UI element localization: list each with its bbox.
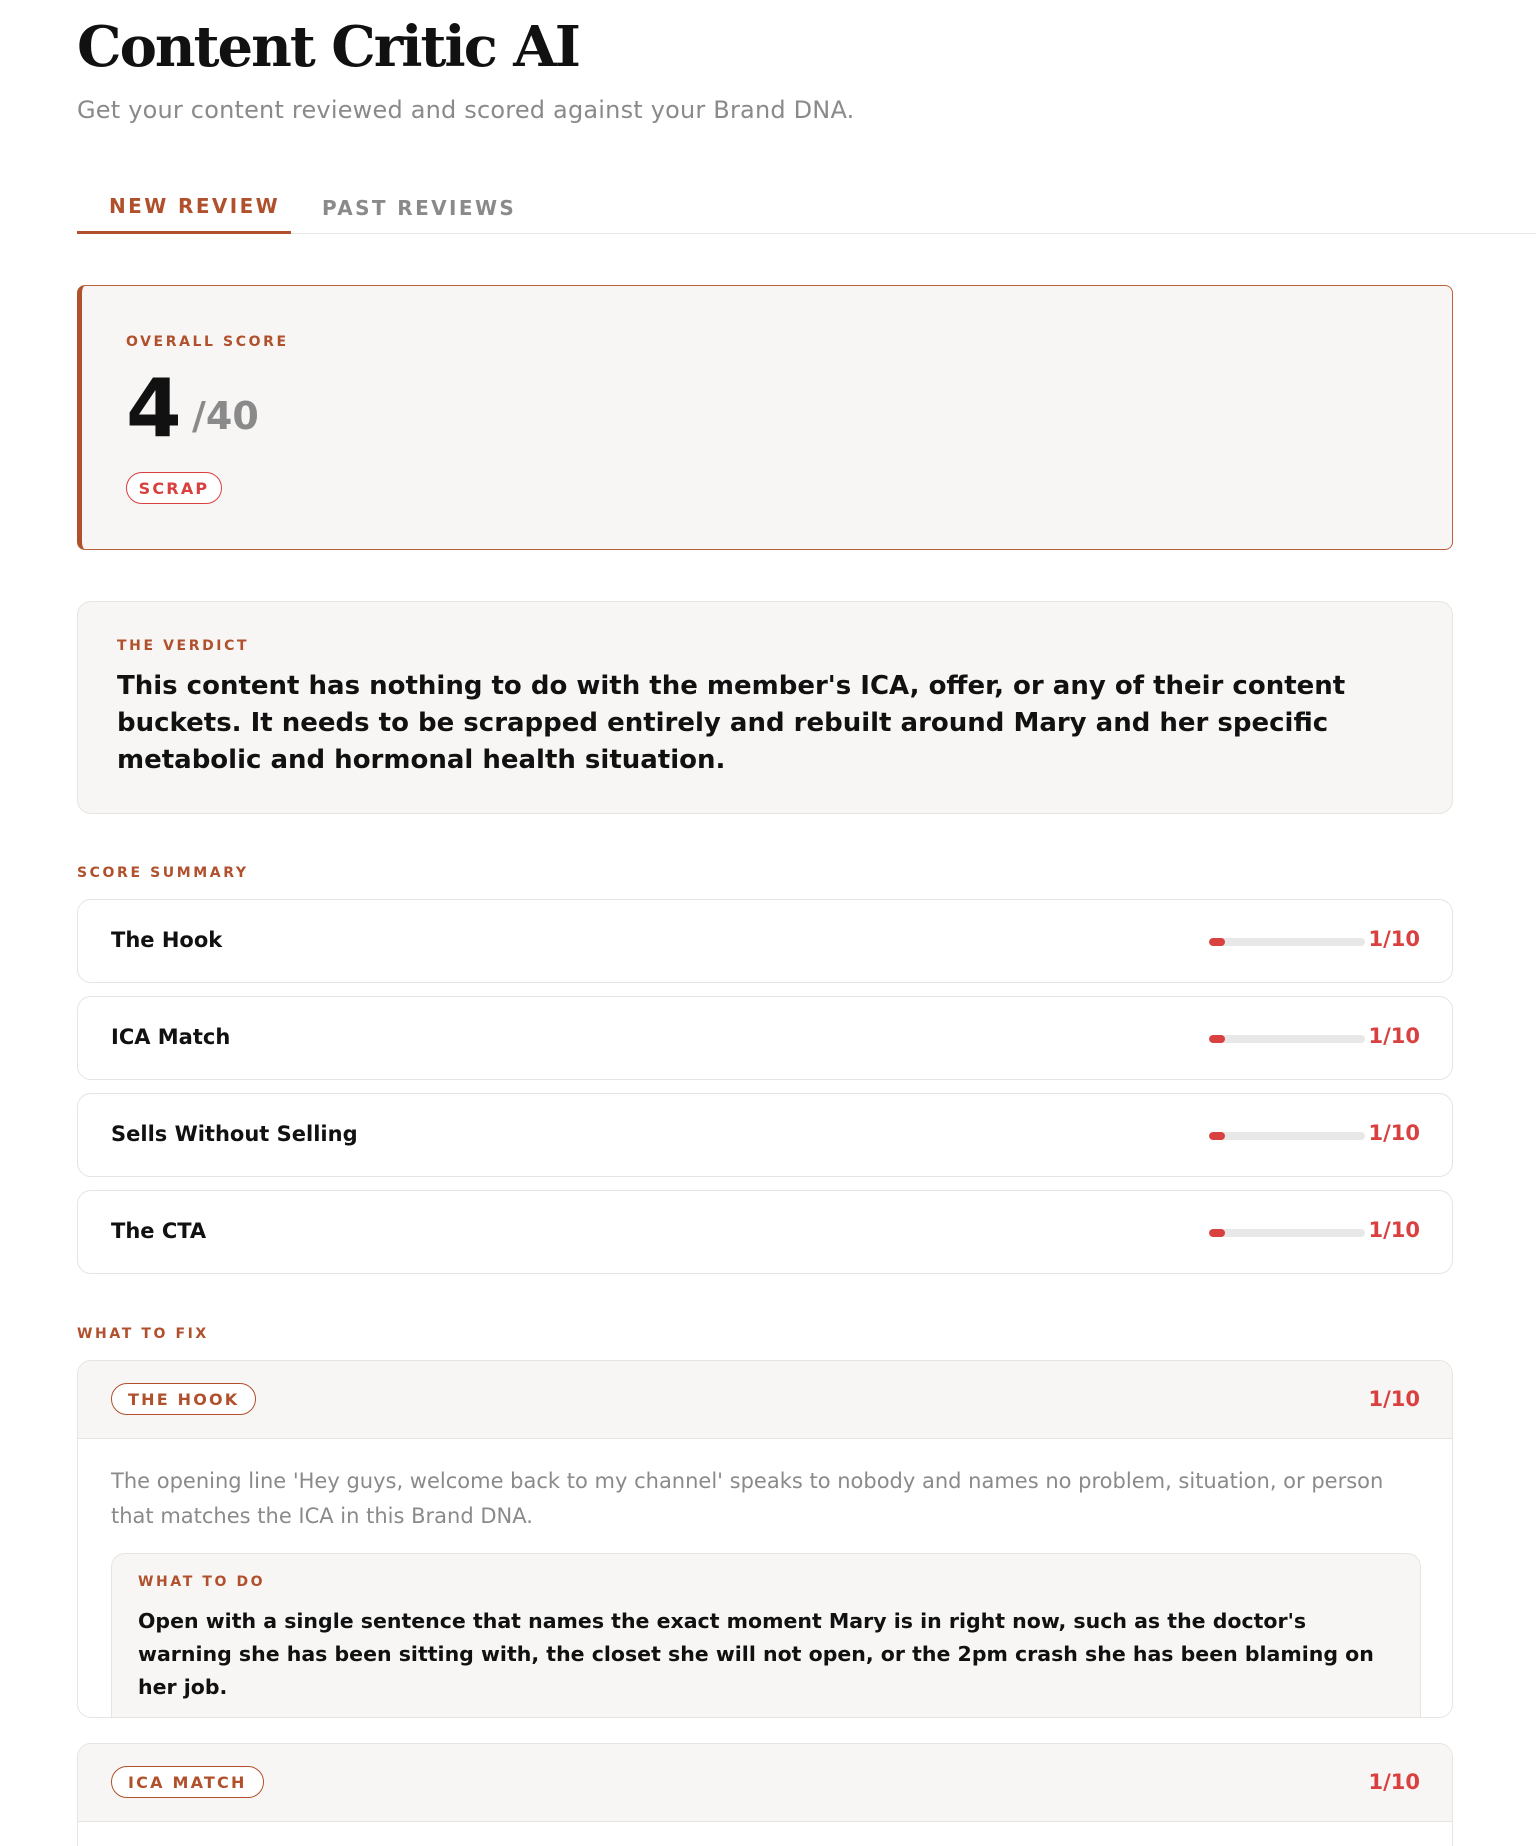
what-to-do-text: Open with a single sentence that names the exact moment Mary is in right now, such as the doctor's warning she has been sitting with, the closet she will not open, or the 2pm crash she has been blaming on her job.	[138, 1609, 1374, 1699]
score-summary-label: SCORE SUMMARY	[77, 865, 249, 881]
score-bar-fill	[1209, 938, 1225, 946]
what-to-fix-label: WHAT TO FIX	[77, 1326, 209, 1342]
score-row-hook	[77, 899, 1453, 983]
fix-score: 1/10	[1368, 1770, 1420, 1794]
fix-card-hook	[77, 1360, 1453, 1718]
tab-new-review[interactable]: NEW REVIEW	[77, 182, 291, 234]
overall-score-total: /40	[192, 394, 259, 438]
fix-card-ica-match	[77, 1743, 1453, 1846]
fix-card-body	[78, 1439, 1452, 1718]
score-row-name: The CTA	[111, 1219, 207, 1243]
score-row-sells-without-selling	[77, 1093, 1453, 1177]
score-bar-fill	[1209, 1035, 1225, 1043]
overall-score-value: 4	[126, 362, 180, 455]
fix-tag: THE HOOK	[111, 1383, 256, 1415]
verdict-label: THE VERDICT	[117, 638, 250, 654]
tab-bar	[77, 170, 1536, 234]
score-row-value: 1/10	[1368, 1218, 1420, 1242]
score-row-name: Sells Without Selling	[111, 1122, 358, 1146]
fix-tag: ICA MATCH	[111, 1766, 264, 1798]
tab-past-reviews[interactable]: PAST REVIEWS	[322, 196, 517, 220]
score-row-value: 1/10	[1368, 1024, 1420, 1048]
fix-card-header	[78, 1744, 1452, 1822]
status-badge: SCRAP	[126, 472, 222, 504]
score-row-cta	[77, 1190, 1453, 1274]
app-title: Content Critic AI	[77, 14, 579, 80]
score-row-value: 1/10	[1368, 1121, 1420, 1145]
fix-card-header	[78, 1361, 1452, 1439]
overall-score-label: OVERALL SCORE	[126, 334, 289, 350]
what-to-do-box	[111, 1553, 1421, 1718]
fix-score: 1/10	[1368, 1387, 1420, 1411]
score-row-value: 1/10	[1368, 927, 1420, 951]
score-bar	[1209, 1229, 1365, 1237]
verdict-card	[77, 601, 1453, 814]
score-row-name: ICA Match	[111, 1025, 231, 1049]
what-to-do-label: WHAT TO DO	[138, 1574, 266, 1590]
score-bar	[1209, 938, 1365, 946]
score-row-name: The Hook	[111, 928, 223, 952]
score-bar	[1209, 1035, 1365, 1043]
score-row-ica-match	[77, 996, 1453, 1080]
verdict-text: This content has nothing to do with the member's ICA, offer, or any of their content buckets. It needs to be scrapped entirely and rebuilt around Mary and her specific metabolic and hormonal health situation.	[117, 671, 1346, 775]
overall-score-card	[77, 285, 1453, 550]
score-bar-fill	[1209, 1229, 1225, 1237]
score-bar	[1209, 1132, 1365, 1140]
app-subtitle: Get your content reviewed and scored against your Brand DNA.	[77, 96, 855, 124]
fix-problem-text: The opening line 'Hey guys, welcome back to my channel' speaks to nobody and names no problem, situation, or person that matches the ICA in this Brand DNA.	[111, 1469, 1384, 1528]
score-bar-fill	[1209, 1132, 1225, 1140]
